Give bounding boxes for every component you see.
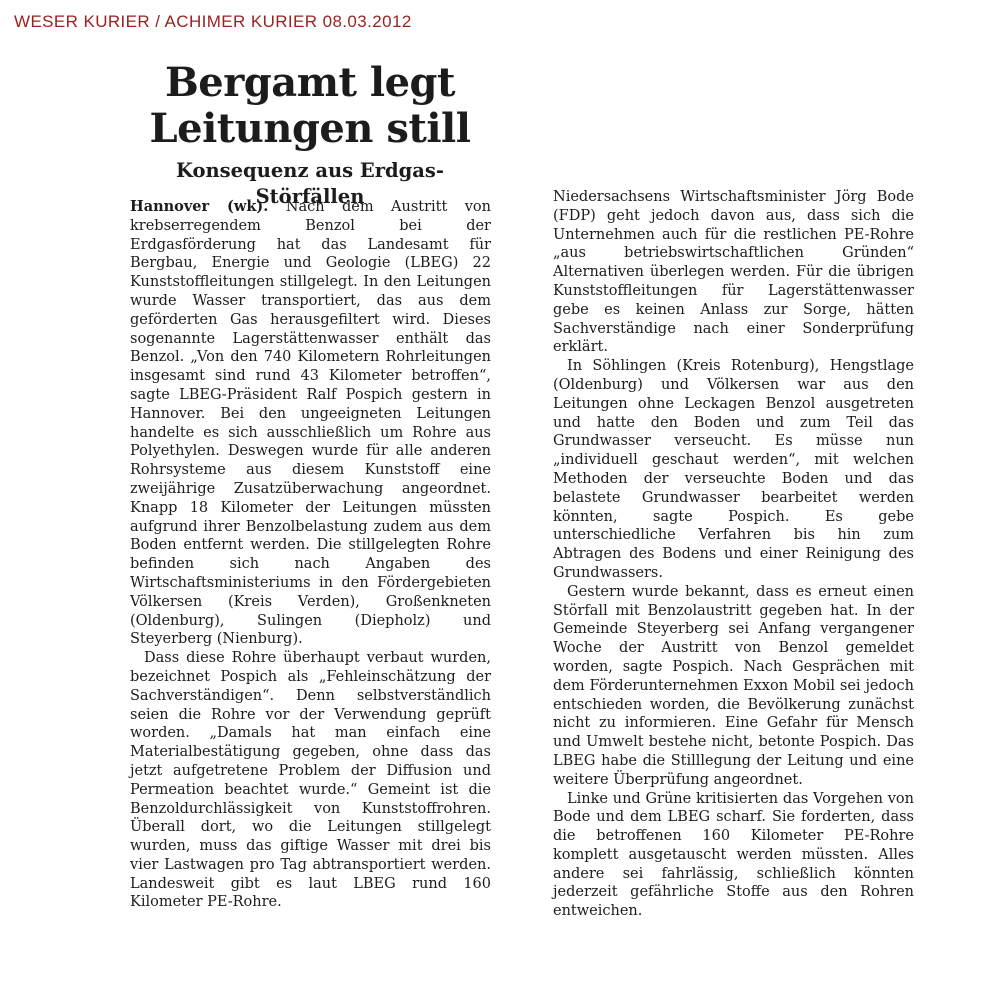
paragraph: Gestern wurde bekannt, dass es erneut einen Störfall mit Benzolaustritt gegeben hat. In der Gemeinde Steyerberg sei Anfang vergangener Woche der Austritt von Benzol gemeldet worden, sagte Pospich. Nach Gesprächen mit dem Förderunternehmen Exxon Mobil sei jedoch entschieden worden, die Bevölkerung zunächst nicht zu informieren. Eine Gefahr für Mensch und Umwelt bestehe nicht, betonte Pospich. Das LBEG habe die Stilllegung der Leitung und eine weitere Überprüfung angeordnet. <box>553 583 914 788</box>
article-column-1 <box>130 198 491 912</box>
paragraph: In Söhlingen (Kreis Rotenburg), Hengstlage (Oldenburg) und Völkersen war aus den Leitungen ohne Leckagen Benzol ausgetreten und hatte den Boden und zum Teil das Grundwasser verseucht. Es müsse nun „individuell geschaut werden“, mit welchen Methoden der verseuchte Boden und das belastete Grundwasser bearbeitet werden könnten, sagte Pospich. Es gebe unterschiedliche Verfahren bis hin zum Abtragen des Bodens und einer Reinigung des Grundwassers. <box>553 358 914 581</box>
headline <box>130 60 490 152</box>
dateline: Hannover (wk). <box>130 198 269 215</box>
subheadline: Konsequenz aus Erdgas-Störfällen <box>175 159 445 208</box>
paragraph: Linke und Grüne kritisierten das Vorgehen von Bode und dem LBEG scharf. Sie forderten, dass die betroffenen 160 Kilometer PE-Rohre komplett ausgetauscht werden müssten. Alles andere sei fahrlässig, schließlich könnten jederzeit gefährliche Stoffe aus den Rohren entweichen. <box>553 790 914 920</box>
article-column-2 <box>553 188 914 921</box>
source-line: WESER KURIER / ACHIMER KURIER 08.03.2012 <box>14 12 412 31</box>
headline-line-2: Leitungen still <box>149 105 471 152</box>
paragraph: Dass diese Rohre überhaupt verbaut wurden, bezeichnet Pospich als „Fehleinschätzung der Sachverständigen“. Denn selbstverständlich seien die Rohre vor der Verwendung geprüft worden. „Damals hat man einfach eine Materialbestätigung gegeben, ohne dass das jetzt aufgetretene Problem der Diffusion und Permeation beachtet wurde.“ Gemeint ist die Benzoldurchlässigkeit von Kunststoffrohren. Überall dort, wo die Leitungen stillgelegt wurden, muss das giftige Wasser mit drei bis vier Lastwagen pro Tag abtransportiert werden. Landesweit gibt es laut LBEG rund 160 Kilometer PE-Rohre. <box>130 650 491 911</box>
paragraph: Niedersachsens Wirtschaftsminister Jörg Bode (FDP) geht jedoch davon aus, dass sich die Unternehmen auch für die restlichen PE-Rohre „aus betriebswirtschaftlichen Gründen“ Alternativen überlegen werden. Für die übrigen Kunststoffleitungen für Lagerstättenwasser gebe es keinen Anlass zur Sorge, hätten Sachverständige nach einer Sonderprüfung erklärt. <box>553 189 914 356</box>
headline-line-1: Bergamt legt <box>164 59 456 106</box>
paragraph <box>130 198 491 649</box>
paragraph-text: Nach dem Austritt von krebserregendem Benzol bei der Erdgasförderung hat das Landesamt für Bergbau, Energie und Geologie (LBEG) 22 Kunststoffleitungen stillgelegt. In den Leitungen wurde Wasser transportiert, das aus dem geförderten Gas herausgefiltert wird. Dieses sogenannte Lagerstättenwasser enthält das Benzol. „Von den 740 Kilometern Rohrleitungen insgesamt sind rund 43 Kilometer betroffen“, sagte LBEG-Präsident Ralf Pospich gestern in Hannover. Bei den ungeeigneten Leitungen handelte es sich ausschließlich um Rohre aus Polyethylen. Deswegen wurde für alle anderen Rohrsysteme aus diesem Kunststoff eine zweijährige Zusatzüberwachung angeordnet. Knapp 18 Kilometer der Leitungen müssten aufgrund ihrer Benzolbelastung zudem aus dem Boden entfernt werden. Die stillgelegten Rohre befinden sich nach Angaben des Wirtschaftsministeriums in den Fördergebieten Völkersen (Kreis Verden), Großenkneten (Oldenburg), Sulingen (Diepholz) und Steyerberg (Nienburg). <box>130 199 491 648</box>
